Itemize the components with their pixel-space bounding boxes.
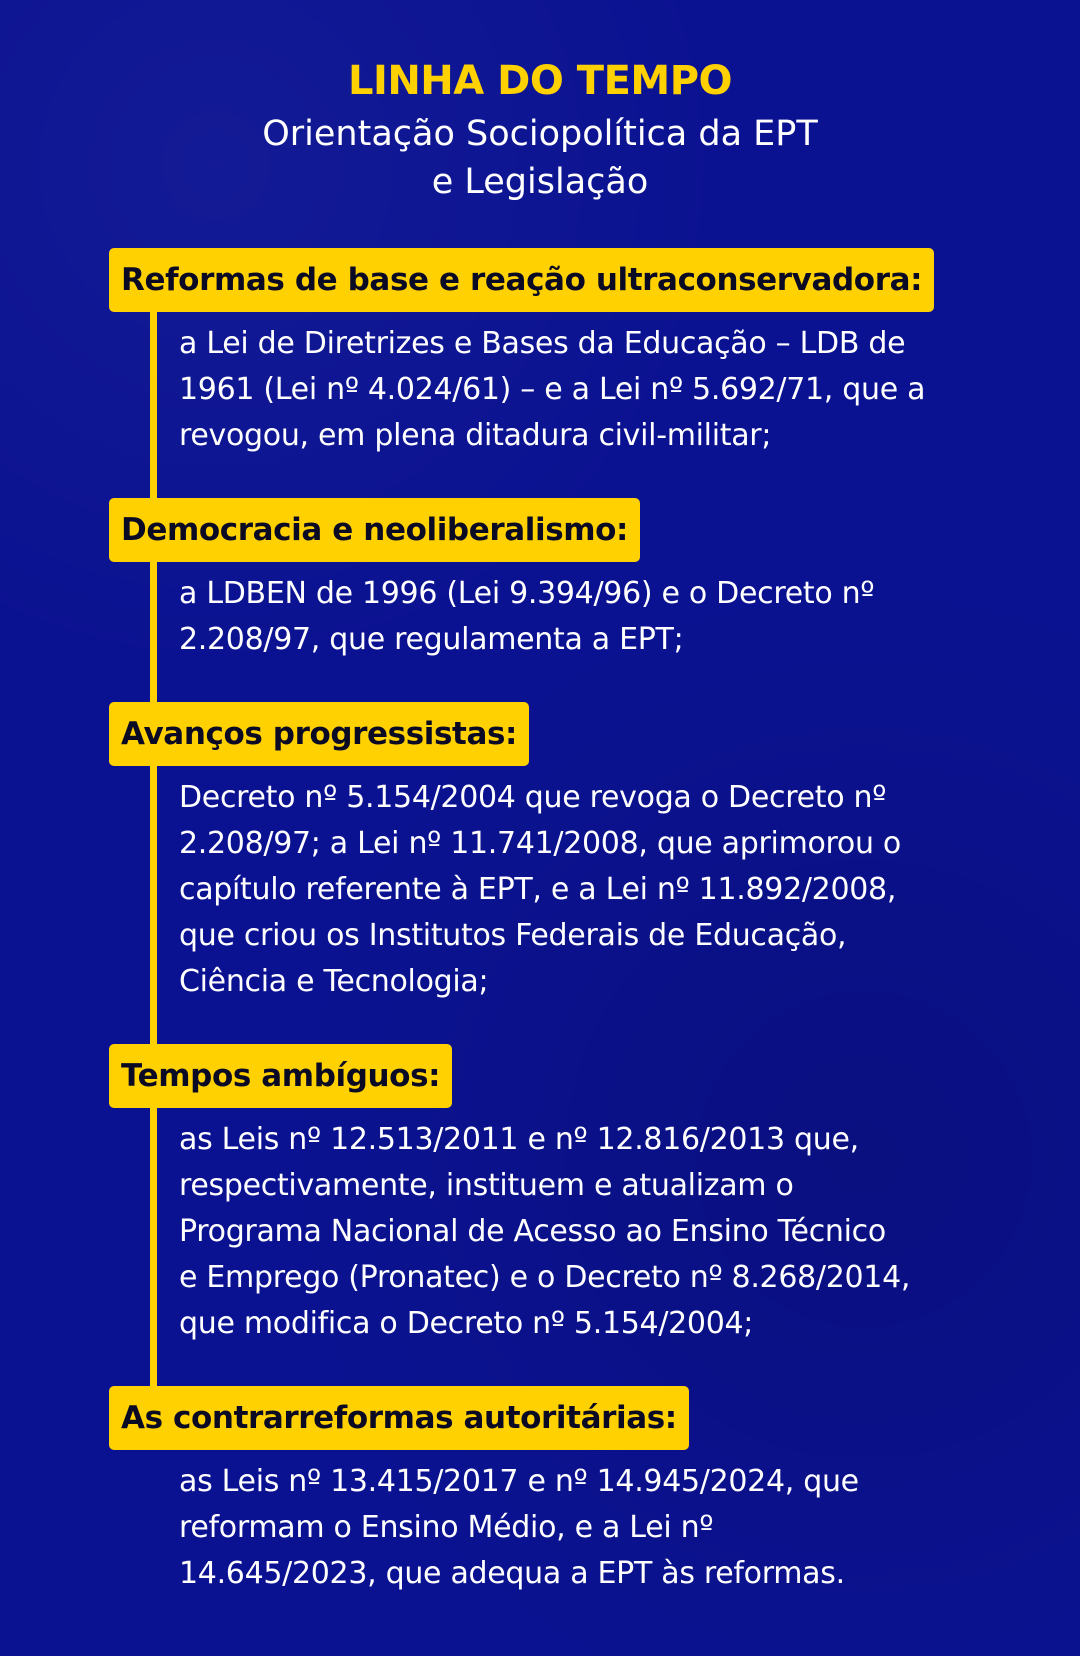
section-body-contrarreformas [179, 1459, 969, 1597]
section-body-line: a LDBEN de 1996 (Lei 9.394/96) e o Decreto nº [179, 576, 875, 611]
section-body-line: 2.208/97; a Lei nº 11.741/2008, que aprimorou o [179, 826, 901, 861]
section-body-line: as Leis nº 12.513/2011 e nº 12.816/2013 que, [179, 1122, 859, 1157]
section-body-line: respectivamente, instituem e atualizam o [179, 1168, 794, 1203]
section-label-reformas-de-base: Reformas de base e reação ultraconservadora: [109, 248, 934, 312]
page-title: LINHA DO TEMPO [347, 58, 733, 104]
section-body-line: que modifica o Decreto nº 5.154/2004; [179, 1306, 754, 1341]
section-label-democracia: Democracia e neoliberalismo: [109, 498, 640, 562]
section-label-tempos-ambiguos: Tempos ambíguos: [109, 1044, 452, 1108]
section-body-line: Decreto nº 5.154/2004 que revoga o Decreto nº [179, 780, 887, 815]
section-body-line: 14.645/2023, que adequa a EPT às reformas. [179, 1556, 845, 1591]
section-body-line: que criou os Institutos Federais de Educação, [179, 918, 847, 953]
section-body-line: capítulo referente à EPT, e a Lei nº 11.892/2008, [179, 872, 897, 907]
header [0, 52, 1080, 206]
section-body-line: a Lei de Diretrizes e Bases da Educação – LDB de [179, 326, 906, 361]
timeline-line [150, 300, 157, 1390]
page-subtitle-line-1: Orientação Sociopolítica da EPT [262, 114, 818, 154]
section-body-line: revogou, em plena ditadura civil-militar; [179, 418, 772, 453]
section-label-contrarreformas: As contrarreformas autoritárias: [109, 1386, 689, 1450]
section-body-line: as Leis nº 13.415/2017 e nº 14.945/2024, que [179, 1464, 859, 1499]
page-subtitle-line-2: e Legislação [431, 162, 649, 202]
section-label-avancos-progressistas: Avanços progressistas: [109, 702, 529, 766]
section-body-line: 1961 (Lei nº 4.024/61) – e a Lei nº 5.692/71, que a [179, 372, 926, 407]
section-body-democracia [179, 571, 969, 663]
section-body-line: reformam o Ensino Médio, e a Lei nº [179, 1510, 714, 1545]
section-body-line: e Emprego (Pronatec) e o Decreto nº 8.268/2014, [179, 1260, 911, 1295]
section-body-line: Programa Nacional de Acesso ao Ensino Técnico [179, 1214, 886, 1249]
section-body-line: 2.208/97, que regulamenta a EPT; [179, 622, 684, 657]
section-body-line: Ciência e Tecnologia; [179, 964, 489, 999]
section-body-avancos-progressistas [179, 775, 969, 1005]
section-body-tempos-ambiguos [179, 1117, 969, 1347]
section-body-reformas-de-base [179, 321, 969, 459]
